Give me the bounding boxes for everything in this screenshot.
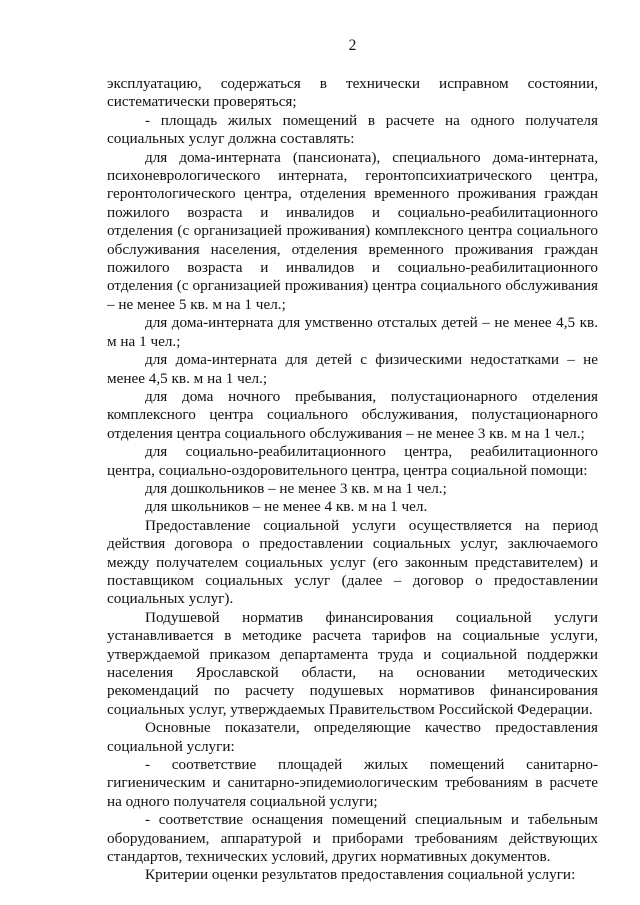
paragraph: Основные показатели, определяющие качество предоставления социальной услуги: [107, 719, 598, 755]
paragraph: для школьников – не менее 4 кв. м на 1 чел. [145, 498, 428, 516]
paragraph: Критерии оценки результатов предоставления социальной услуги: [145, 866, 576, 884]
paragraph: для дома-интерната для умственно отсталых детей – не менее 4,5 кв. м на 1 чел.; [107, 314, 598, 350]
paragraph: - площадь жилых помещений в расчете на одного получателя социальных услуг должна составлять: [107, 111, 598, 148]
document-body [107, 75, 598, 885]
page-number: 2 [348, 37, 357, 54]
paragraph: для дома ночного пребывания, полустационарного отделения комплексного центра социального обслуживания, полустационарного отделения центра социального обслуживания – не менее 3 кв. м на 1 чел.; [107, 387, 598, 442]
paragraph: Предоставление социальной услуги осуществляется на период действия договора о предоставлении социальных услуг, заключаемого между получателем социальных услуг (его законным представителем) и поставщиком социальных услуг (далее – договор о предоставлении социальных услуг). [107, 516, 598, 608]
paragraph: для дома-интерната (пансионата), специального дома-интерната, психоневрологического интерната, геронтопсихиатрического центра, геронтологического центра, отделения временного проживания граждан пожилого возраста и инвалидов и социально-реабилитационного отделения (с организацией проживания) комплексного центра социального обслуживания населения, отделения временного проживания граждан пожилого возраста и инвалидов и социально-реабилитационного отделения (с организацией проживания) центра социального обслуживания – не менее 5 кв. м на 1 чел.; [107, 148, 598, 313]
paragraph: Подушевой норматив финансирования социальной услуги устанавливается в методике расчета тарифов на социальные услуги, утверждаемой приказом департамента труда и социальной поддержки населения Ярославской области, на основании методических рекомендаций по расчету подушевых нормативов финансирования социальных услуг, утверждаемых Правительством Российской Федерации. [107, 608, 598, 718]
paragraph: для дома-интерната для детей с физическими недостатками – не менее 4,5 кв. м на 1 чел.; [107, 351, 598, 387]
paragraph: для социально-реабилитационного центра, реабилитационного центра, социально-оздоровительного центра, центра социальной помощи: [107, 443, 598, 479]
paragraph: эксплуатацию, содержаться в технически исправном состоянии, систематически проверяться; [107, 75, 598, 111]
paragraph: для дошкольников – не менее 3 кв. м на 1 чел.; [145, 479, 447, 497]
paragraph: - соответствие оснащения помещений специальным и табельным оборудованием, аппаратурой и приборами требованиям действующих стандартов, технических условий, других нормативных документов. [107, 811, 598, 866]
paragraph: - соответствие площадей жилых помещений санитарно-гигиеническим и санитарно-эпидемиологическим требованиям в расчете на одного получателя социальной услуги; [107, 756, 598, 810]
